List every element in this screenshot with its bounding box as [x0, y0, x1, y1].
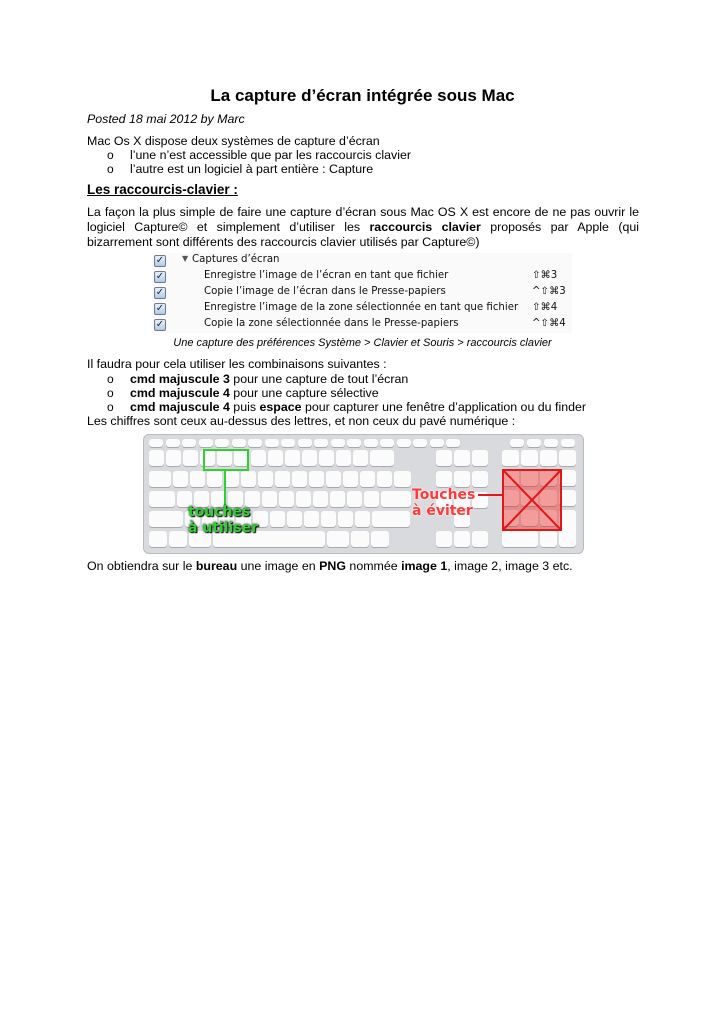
- red-label-line-2: à éviter: [412, 503, 473, 519]
- keyboard-key: [309, 471, 324, 487]
- keyboard-key: [268, 450, 283, 466]
- intro-bullet-2: l’autre est un logiciel à part entière : Capture: [130, 162, 374, 176]
- bullet-mark: o: [107, 386, 114, 400]
- paragraph-bold: raccourcis clavier: [369, 220, 481, 234]
- keyboard-key: [251, 450, 266, 466]
- keyboard-key: [338, 511, 353, 527]
- checkbox-icon: ✓: [155, 319, 165, 330]
- keyboard-key: [275, 471, 290, 487]
- keyboard-key: [510, 439, 524, 447]
- keyboard-key: [502, 531, 538, 547]
- keyboard-key: [287, 511, 302, 527]
- keyboard-key: [454, 450, 470, 466]
- keyboard-key: [364, 491, 379, 507]
- combo-desc: pour une capture de tout l’écran: [229, 372, 409, 386]
- keyboard-key: [559, 450, 576, 466]
- keyboard-key: [169, 531, 187, 547]
- green-label-line-1: touches: [188, 504, 251, 520]
- keyboard-key: [215, 439, 229, 447]
- keyboard-key: [314, 439, 328, 447]
- keyboard-key: [380, 439, 394, 447]
- preferences-screenshot: [152, 253, 572, 333]
- keyboard-key: [327, 531, 349, 547]
- keyboard-key: [472, 450, 488, 466]
- prefs-row-shortcut: ⇧⌘3: [532, 270, 558, 281]
- keyboard-key: [527, 439, 541, 447]
- keyboard-key: [224, 471, 239, 487]
- keyboard-key: [372, 511, 410, 527]
- conclusion-text: , image 2, image 3 etc.: [447, 559, 573, 573]
- prefs-group-row: [152, 253, 572, 269]
- keyboard-key: [331, 439, 345, 447]
- keyboard-key: [304, 511, 319, 527]
- page-title: La capture d’écran intégrée sous Mac: [210, 86, 515, 105]
- intro-text: Mac Os X dispose deux systèmes de capture d’écran: [87, 134, 380, 148]
- combo-item-1: [130, 372, 408, 387]
- combos-intro: Il faudra pour cela utiliser les combinaisons suivantes :: [87, 357, 387, 371]
- keyboard-key: [544, 439, 558, 447]
- keyboard-key: [472, 471, 488, 487]
- combo-keys: cmd majuscule 4: [130, 386, 230, 400]
- keyboard-key: [540, 450, 557, 466]
- bullet-mark: o: [107, 148, 114, 162]
- keyboard-key: [364, 439, 378, 447]
- keyboard-key: [248, 439, 262, 447]
- intro-bullet-1: l’une n’est accessible que par les raccourcis clavier: [130, 148, 411, 162]
- bullet-mark: o: [107, 400, 114, 414]
- conclusion: [87, 559, 573, 574]
- keyboard-key: [298, 439, 312, 447]
- keyboard-key: [149, 511, 183, 527]
- keyboard-key: [302, 450, 317, 466]
- prefs-row-label: Enregistre l’image de l’écran en tant que fichier: [204, 270, 449, 281]
- keyboard-key: [472, 531, 488, 547]
- keyboard-key: [296, 491, 311, 507]
- cross-icon: [504, 471, 560, 529]
- keyboard-key: [199, 439, 213, 447]
- numpad-red-overlay: [502, 469, 562, 531]
- prefs-row: [152, 317, 572, 333]
- combo-item-2: [130, 386, 379, 401]
- keyboard-key: [381, 491, 411, 507]
- keyboard-key: [326, 471, 341, 487]
- conclusion-bold: PNG: [319, 559, 346, 573]
- keyboard-key: [330, 491, 345, 507]
- conclusion-bold: image 1: [401, 559, 448, 573]
- keyboard-key: [182, 439, 196, 447]
- keyboard-key: [394, 471, 411, 487]
- keyboard-key: [183, 450, 198, 466]
- prefs-row-shortcut: ^⇧⌘3: [532, 286, 566, 297]
- keyboard-key: [347, 491, 362, 507]
- keyboard-key: [149, 439, 163, 447]
- keyboard-key: [397, 439, 411, 447]
- keyboard-key: [262, 491, 277, 507]
- keyboard-key: [454, 531, 470, 547]
- prefs-row-label: Copie la zone sélectionnée dans le Presse-papiers: [204, 318, 459, 329]
- bullet-mark: o: [107, 162, 114, 176]
- keyboard-key: [166, 439, 180, 447]
- paragraph-text-after: proposés par Apple (qui bizarrement sont différents des raccourcis clavier utilisés par Capture©): [87, 220, 639, 249]
- combo-mid: puis: [229, 400, 260, 414]
- keyboard-key: [355, 511, 370, 527]
- green-highlight-box: [203, 449, 249, 471]
- prefs-row: [152, 285, 572, 301]
- checkbox-icon: ✓: [155, 303, 165, 314]
- keyboard-key: [241, 471, 256, 487]
- keyboard-key: [166, 450, 181, 466]
- conclusion-text: On obtiendra sur le: [87, 559, 196, 573]
- prefs-row: [152, 269, 572, 285]
- keyboard-key: [190, 471, 205, 487]
- checkbox-icon: ✓: [155, 271, 165, 282]
- red-label-line-1: Touches: [412, 487, 476, 503]
- prefs-group-label: Captures d’écran: [192, 254, 280, 265]
- combo-item-3: [130, 400, 586, 415]
- keyboard-key: [149, 491, 175, 507]
- disclosure-triangle-icon: ▼: [182, 254, 189, 263]
- keyboard-key: [370, 450, 394, 466]
- checkbox-icon: ✓: [155, 287, 165, 298]
- keyboard-key: [149, 450, 164, 466]
- keyboard-key: [336, 450, 351, 466]
- keyboard-key: [258, 471, 273, 487]
- combo-desc: pour une capture sélective: [229, 386, 379, 400]
- keyboard-key: [561, 439, 575, 447]
- keyboard-key: [430, 439, 444, 447]
- keyboard-key: [347, 439, 361, 447]
- prefs-row: [152, 301, 572, 317]
- checkbox-icon: ✓: [155, 255, 165, 266]
- prefs-row-shortcut: ⇧⌘4: [532, 302, 558, 313]
- keyboard-key: [446, 439, 460, 447]
- keyboard-key: [149, 471, 171, 487]
- prefs-row-label: Copie l’image de l’écran dans le Presse-papiers: [204, 286, 446, 297]
- paragraph-text-before: La façon la plus simple de faire une capture d’écran sous Mac OS X est encore de ne pas ouvrir le logiciel Capture© et simplement d’utiliser les: [87, 205, 639, 234]
- green-connector-line: [224, 469, 226, 505]
- keyboard-key: [343, 471, 358, 487]
- combo-keys: cmd majuscule 3: [130, 372, 230, 386]
- prefs-row-shortcut: ^⇧⌘4: [532, 318, 566, 329]
- keyboard-key: [265, 439, 279, 447]
- keyboard-key: [454, 471, 470, 487]
- keyboard-key: [285, 450, 300, 466]
- section-heading: Les raccourcis-clavier :: [87, 182, 238, 197]
- combo-keys: cmd majuscule 4: [130, 400, 230, 414]
- combo-desc: pour capturer une fenêtre d’application ou du finder: [301, 400, 587, 414]
- keyboard-key: [360, 471, 375, 487]
- conclusion-text: une image en: [237, 559, 320, 573]
- red-connector-line: [478, 494, 502, 496]
- keyboard-key: [436, 471, 452, 487]
- green-label-line-2: à utiliser: [188, 520, 259, 536]
- keyboard-key: [319, 450, 334, 466]
- keyboard-key: [502, 450, 519, 466]
- keyboard-key: [436, 531, 452, 547]
- conclusion-text: nommée: [345, 559, 402, 573]
- keyboard-key: [377, 471, 392, 487]
- keyboard-key: [313, 491, 328, 507]
- keyboard-key: [270, 511, 285, 527]
- keyboard-key: [281, 439, 295, 447]
- intro-paragraph: [87, 205, 639, 250]
- keyboard-key: [436, 450, 452, 466]
- keyboard-key: [521, 450, 538, 466]
- keyboard-key: [321, 511, 336, 527]
- digits-note: Les chiffres sont ceux au-dessus des lettres, et non ceux du pavé numérique :: [87, 414, 516, 428]
- keyboard-key: [353, 450, 368, 466]
- conclusion-bold: bureau: [195, 559, 238, 573]
- keyboard-key: [232, 439, 246, 447]
- keyboard-key: [149, 531, 167, 547]
- keyboard-key: [540, 531, 557, 547]
- posted-line: Posted 18 mai 2012 by Marc: [87, 112, 245, 126]
- prefs-row-label: Enregistre l’image de la zone sélectionnée en tant que fichier: [204, 302, 519, 313]
- keyboard-key: [292, 471, 307, 487]
- keyboard-key: [413, 439, 427, 447]
- keyboard-image: [143, 434, 584, 554]
- bullet-mark: o: [107, 372, 114, 386]
- keyboard-key: [173, 471, 188, 487]
- keyboard-key: [207, 471, 222, 487]
- combo-key-space: espace: [259, 400, 302, 414]
- image-caption: Une capture des préférences Système > Clavier et Souris > raccourcis clavier: [173, 337, 552, 349]
- keyboard-key: [279, 491, 294, 507]
- keyboard-key: [351, 531, 369, 547]
- keyboard-key: [371, 531, 389, 547]
